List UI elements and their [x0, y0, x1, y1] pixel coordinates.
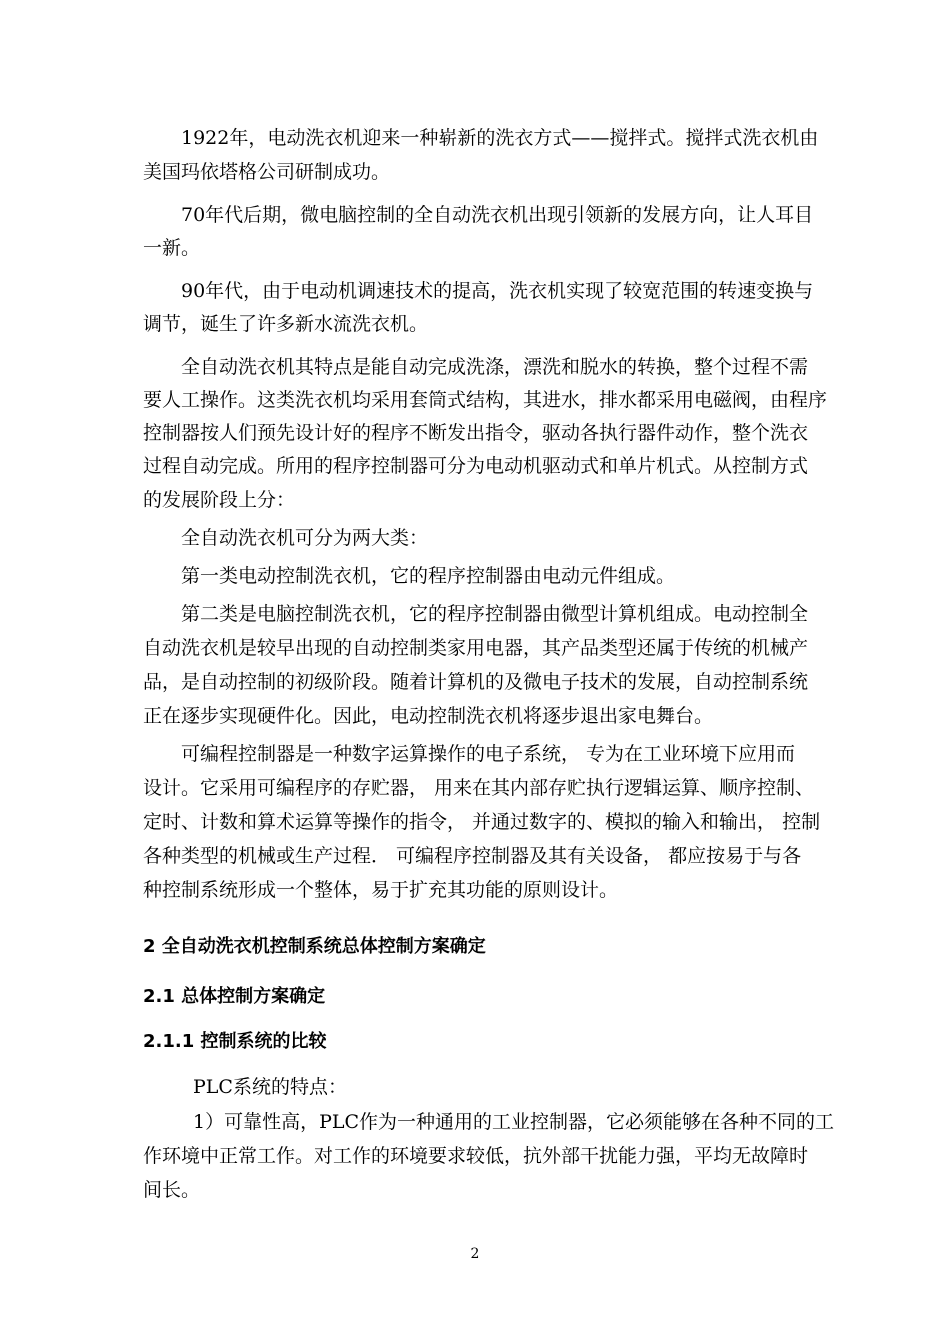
section-heading: 2 全自动洗衣机控制系统总体控制方案确定 [143, 936, 486, 957]
paragraph-line: 各种类型的机械或生产过程． 可编程序控制器及其有关设备， 都应按易于与各 [143, 845, 802, 867]
paragraph-line: 的发展阶段上分： [143, 489, 296, 511]
paragraph-line: 控制器按人们预先设计好的程序不断发出指令，驱动各执行器件动作，整个洗衣 [143, 422, 809, 444]
page-number: 2 [470, 1246, 480, 1262]
paragraph-line: 品，是自动控制的初级阶段。随着计算机的及微电子技术的发展，自动控制系统 [143, 671, 809, 693]
paragraph-line: 要人工操作。这类洗衣机均采用套筒式结构，其进水，排水都采用电磁阀，由程序 [143, 389, 828, 411]
plc-item-line: 1）可靠性高，PLC作为一种通用的工业控制器，它必须能够在各种不同的工 [193, 1111, 835, 1133]
subsubsection-heading: 2.1.1 控制系统的比较 [143, 1031, 327, 1052]
plc-item-line: 间长。 [143, 1179, 201, 1201]
paragraph-line: 一新。 [143, 237, 201, 259]
paragraph-line: 第二类是电脑控制洗衣机，它的程序控制器由微型计算机组成。电动控制全 [181, 603, 809, 625]
paragraph-line: 1922年，电动洗衣机迎来一种崭新的洗衣方式——搅拌式。搅拌式洗衣机由 [181, 127, 819, 149]
paragraph-line: 调节，诞生了许多新水流洗衣机。 [143, 313, 429, 335]
paragraph-line: 第一类电动控制洗衣机，它的程序控制器由电动元件组成。 [181, 565, 676, 587]
paragraph-line: 种控制系统形成一个整体，易于扩充其功能的原则设计。 [143, 879, 619, 901]
paragraph-line: 全自动洗衣机其特点是能自动完成洗涤，漂洗和脱水的转换，整个过程不需 [181, 356, 809, 378]
paragraph-line: 90年代，由于电动机调速技术的提高，洗衣机实现了较宽范围的转速变换与 [181, 280, 814, 302]
plc-intro: PLC系统的特点： [193, 1076, 347, 1098]
paragraph-line: 70年代后期，微电脑控制的全自动洗衣机出现引领新的发展方向，让人耳目 [181, 204, 814, 226]
plc-item-line: 作环境中正常工作。对工作的环境要求较低，抗外部干扰能力强，平均无故障时 [143, 1145, 809, 1167]
paragraph-line: 过程自动完成。所用的程序控制器可分为电动机驱动式和单片机式。从控制方式 [143, 455, 809, 477]
paragraph-line: 自动洗衣机是较早出现的自动控制类家用电器，其产品类型还属于传统的机械产 [143, 637, 809, 659]
paragraph-line: 定时、计数和算术运算等操作的指令， 并通过数字的、模拟的输入和输出， 控制 [143, 811, 821, 833]
paragraph-line: 正在逐步实现硬件化。因此，电动控制洗衣机将逐步退出家电舞台。 [143, 705, 714, 727]
subsection-heading: 2.1 总体控制方案确定 [143, 986, 326, 1007]
paragraph-line: 可编程控制器是一种数字运算操作的电子系统， 专为在工业环境下应用而 [181, 743, 796, 765]
paragraph-line: 美国玛依塔格公司研制成功。 [143, 161, 391, 183]
paragraph-line: 全自动洗衣机可分为两大类： [181, 527, 429, 549]
paragraph-line: 设计。它采用可编程序的存贮器， 用来在其内部存贮执行逻辑运算、顺序控制、 [143, 777, 815, 799]
